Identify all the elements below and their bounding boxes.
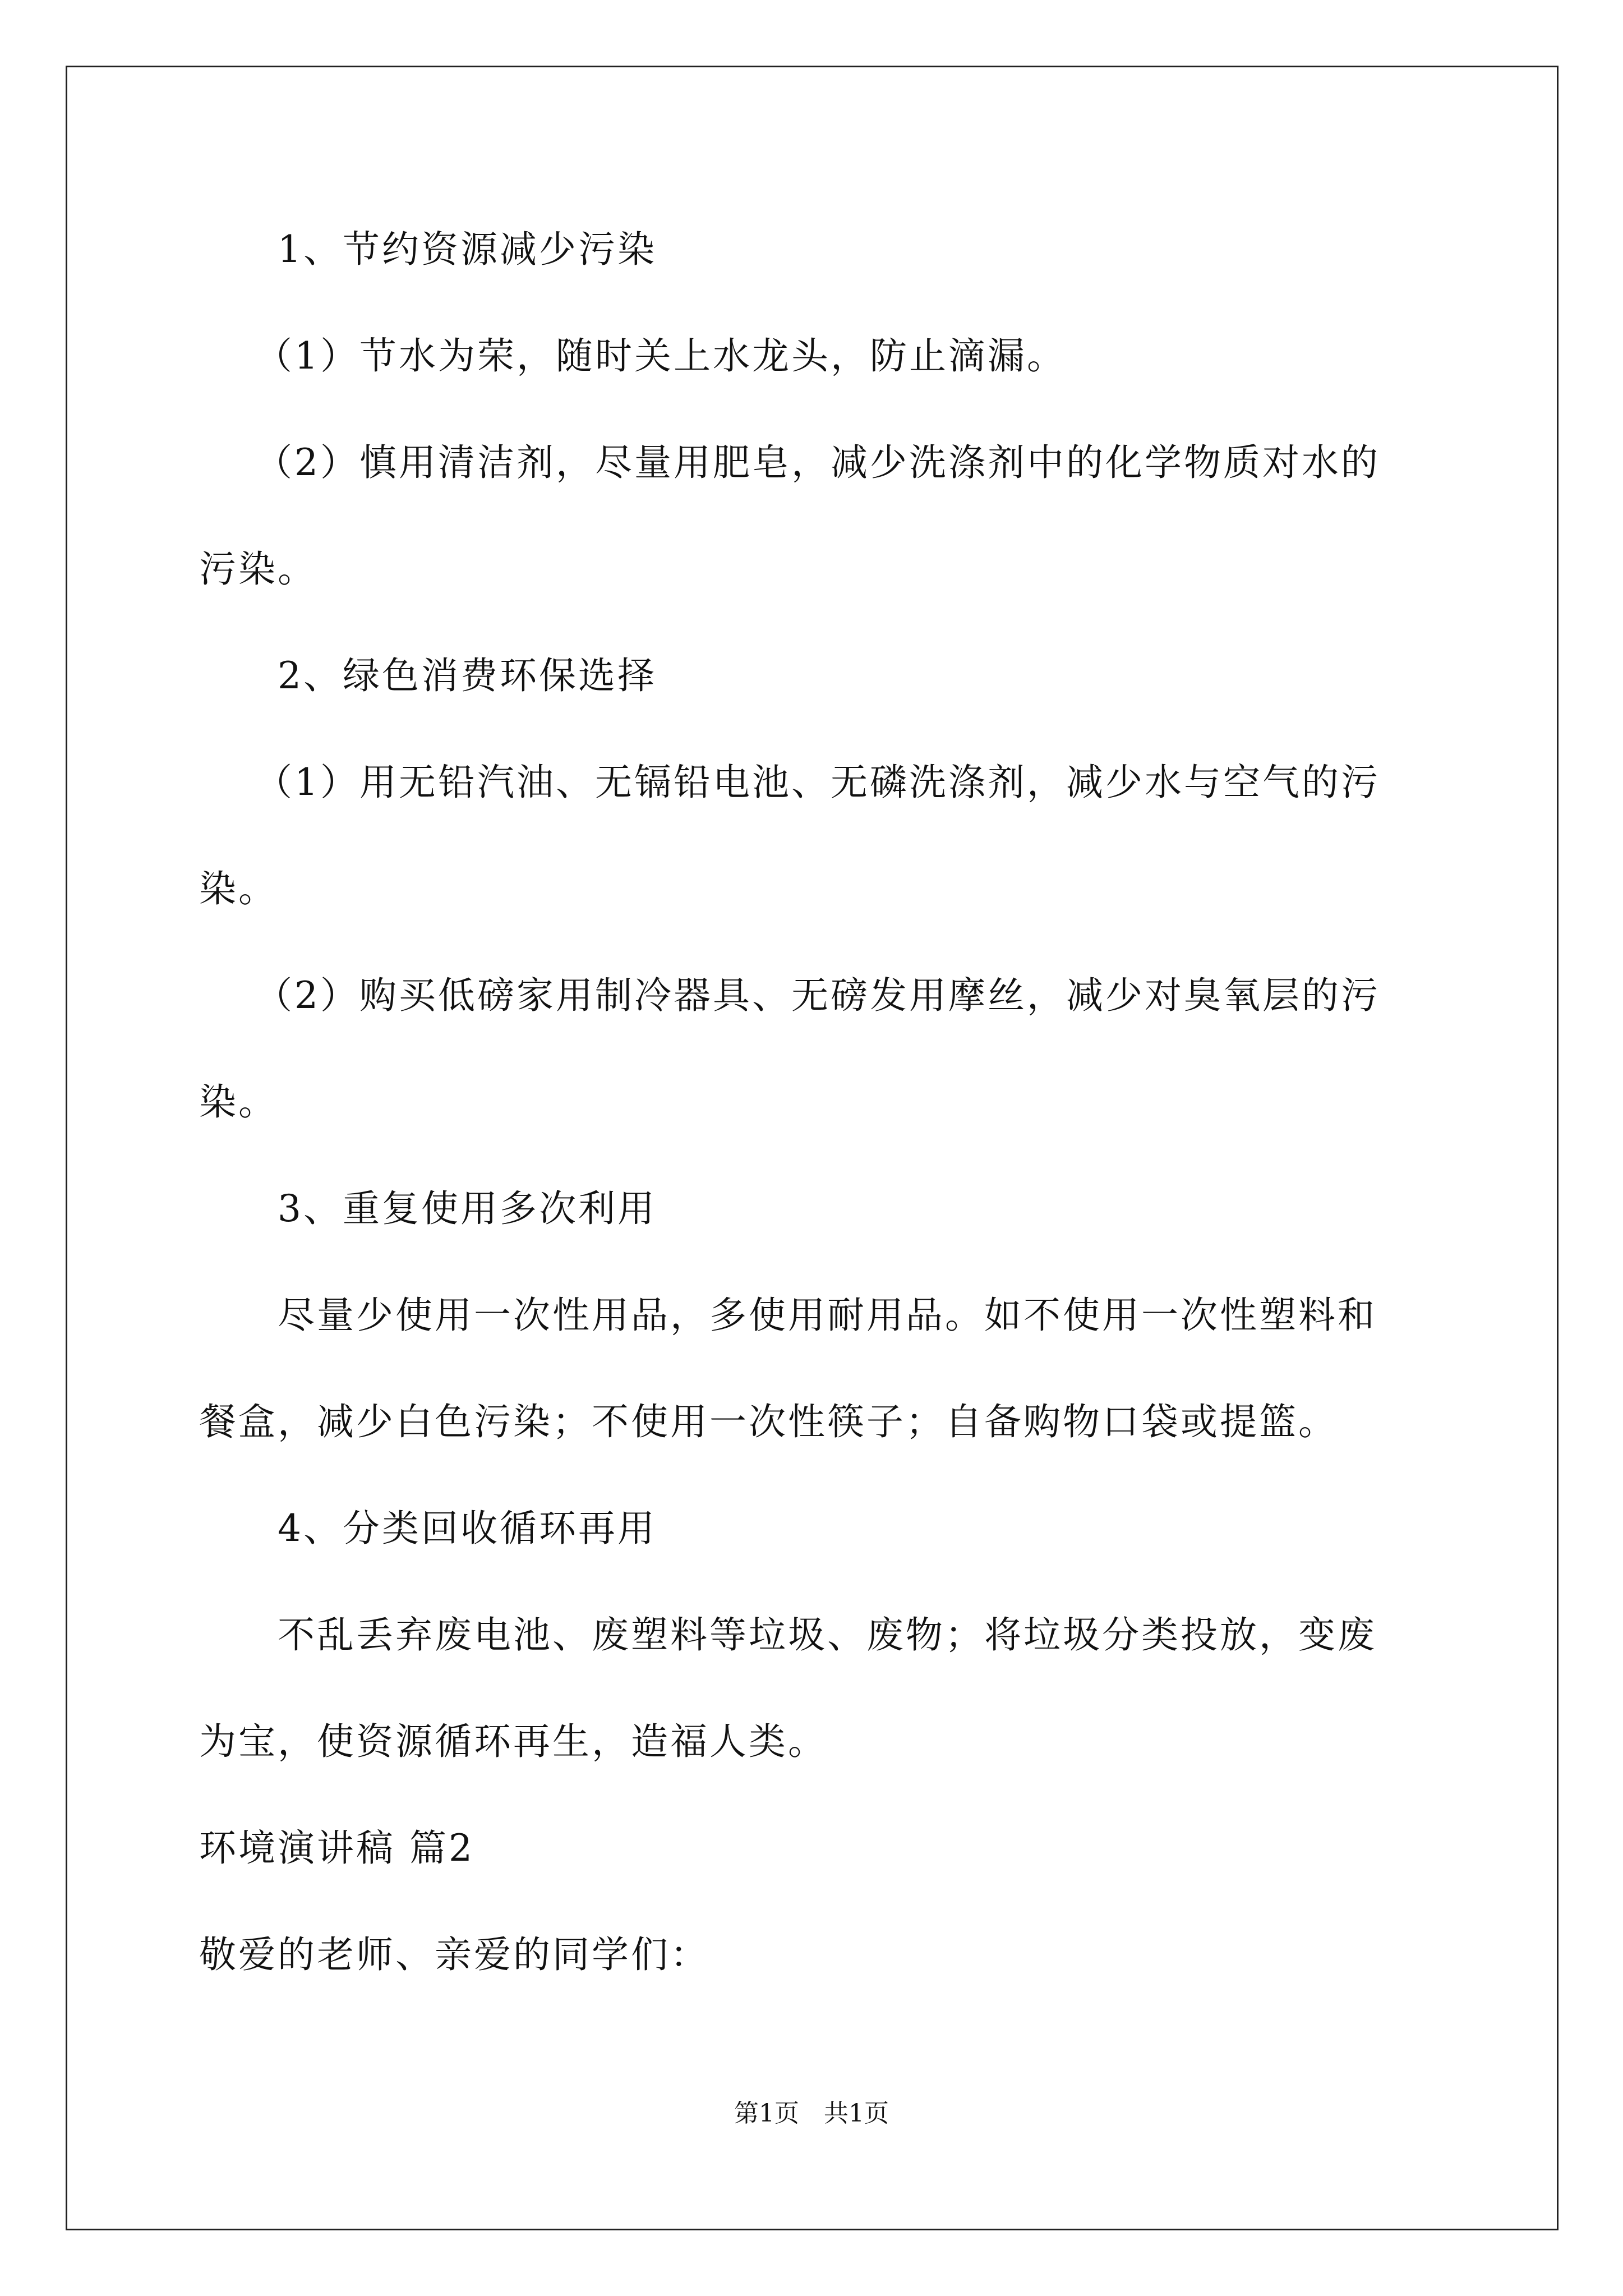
paragraph-2-1-cont: 染。 <box>199 867 278 910</box>
page-border <box>66 66 1559 2230</box>
paragraph-4-cont: 为宝，使资源循环再生，造福人类。 <box>199 1720 827 1763</box>
paragraph-1-1: （1）节水为荣，随时关上水龙头，防止滴漏。 <box>255 334 1066 378</box>
paragraph-3-cont: 餐盒，减少白色污染；不使用一次性筷子；自备购物口袋或提篮。 <box>199 1400 1338 1443</box>
heading-4: 4、分类回收循环再用 <box>278 1507 657 1550</box>
heading-2: 2、绿色消费环保选择 <box>278 654 657 697</box>
paragraph-4: 不乱丢弃废电池、废塑料等垃圾、废物；将垃圾分类投放，变废 <box>278 1613 1377 1657</box>
paragraph-2-2-cont: 染。 <box>199 1080 278 1124</box>
salutation: 敬爱的老师、亲爱的同学们： <box>199 1933 709 1976</box>
heading-1: 1、节约资源减少污染 <box>278 228 657 271</box>
paragraph-2-2: （2）购买低磅家用制冷器具、无磅发用摩丝，减少对臭氧层的污 <box>255 974 1380 1017</box>
paragraph-3: 尽量少使用一次性用品，多使用耐用品。如不使用一次性塑料和 <box>278 1294 1377 1337</box>
paragraph-1-2: （2）慎用清洁剂，尽量用肥皂，减少洗涤剂中的化学物质对水的 <box>255 441 1380 484</box>
paragraph-1-2-cont: 污染。 <box>199 547 317 591</box>
page-footer: 第1页 共1页 <box>734 2099 889 2128</box>
heading-3: 3、重复使用多次利用 <box>278 1187 657 1230</box>
paragraph-2-1: （1）用无铅汽油、无镉铅电池、无磷洗涤剂，减少水与空气的污 <box>255 761 1380 804</box>
section-title: 环境演讲稿 篇2 <box>199 1826 474 1870</box>
